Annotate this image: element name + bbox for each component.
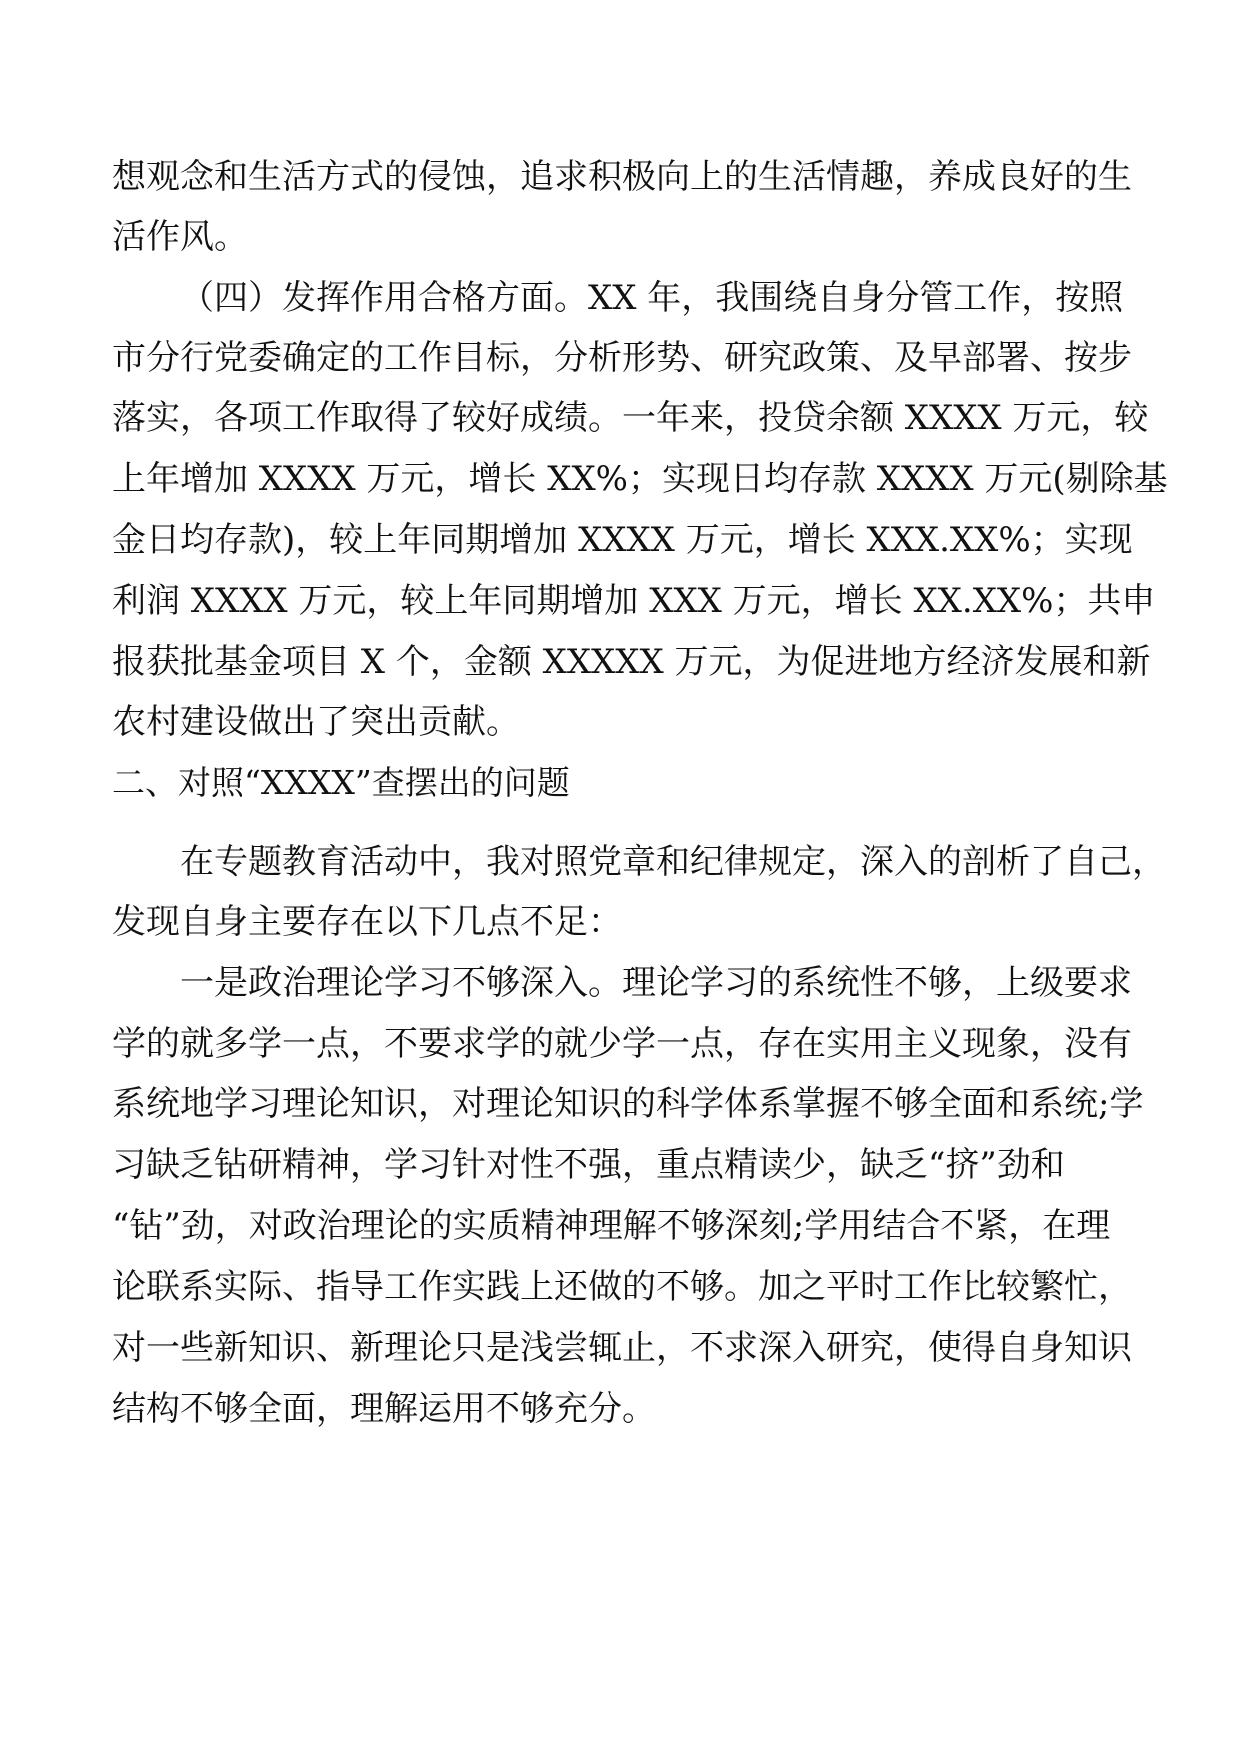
text-line-21: 结构不够全面，理解运用不够充分。 bbox=[112, 1389, 656, 1429]
text-line-15: 学的就多学一点，不要求学的就少学一点，存在实用主义现象，没有 bbox=[112, 1024, 1132, 1064]
text-line-4: 市分行党委确定的工作目标，分析形势、研究政策、及早部署、按步 bbox=[112, 338, 1132, 378]
text-line-10: 农村建设做出了突出贡献。 bbox=[112, 702, 520, 742]
text-line-19: 论联系实际、指导工作实践上还做的不够。加之平时工作比较繁忙， bbox=[112, 1267, 1132, 1307]
text-line-13: 发现自身主要存在以下几点不足： bbox=[112, 902, 622, 942]
text-line-17: 习缺乏钻研精神，学习针对性不强，重点精读少，缺乏“挤”劲和 bbox=[112, 1145, 1065, 1185]
section-four-heading-line: （四）发挥作用合格方面。XX 年，我围绕自身分管工作，按照 bbox=[180, 278, 1124, 318]
text-line-9: 报获批基金项目 X 个，金额 XXXXX 万元，为促进地方经济发展和新 bbox=[112, 642, 1151, 682]
text-line-2: 活作风。 bbox=[112, 217, 248, 257]
text-line-16: 系统地学习理论知识，对理论知识的科学体系掌握不够全面和系统;学 bbox=[112, 1084, 1144, 1124]
text-line-7: 金日均存款)，较上年同期增加 XXXX 万元，增长 XXX.XX%；实现 bbox=[112, 520, 1133, 560]
text-line-18: “钻”劲，对政治理论的实质精神理解不够深刻;学用结合不紧，在理 bbox=[112, 1206, 1111, 1246]
text-line-8: 利润 XXXX 万元，较上年同期增加 XXX 万元，增长 XX.XX%；共申 bbox=[112, 581, 1156, 621]
text-line-12: 在专题教育活动中，我对照党章和纪律规定，深入的剖析了自己， bbox=[180, 842, 1166, 882]
text-line-1: 想观念和生活方式的侵蚀，追求积极向上的生活情趣，养成良好的生 bbox=[112, 157, 1132, 197]
problem-one-line: 一是政治理论学习不够深入。理论学习的系统性不够，上级要求 bbox=[180, 963, 1132, 1003]
text-line-6: 上年增加 XXXX 万元，增长 XX%；实现日均存款 XXXX 万元(剔除基 bbox=[112, 459, 1168, 499]
section-two-heading: 二、对照“XXXX”查摆出的问题 bbox=[112, 763, 570, 802]
text-line-20: 对一些新知识、新理论只是浅尝辄止，不求深入研究，使得自身知识 bbox=[112, 1328, 1132, 1368]
text-line-5: 落实，各项工作取得了较好成绩。一年来，投贷余额 XXXX 万元，较 bbox=[112, 398, 1149, 438]
